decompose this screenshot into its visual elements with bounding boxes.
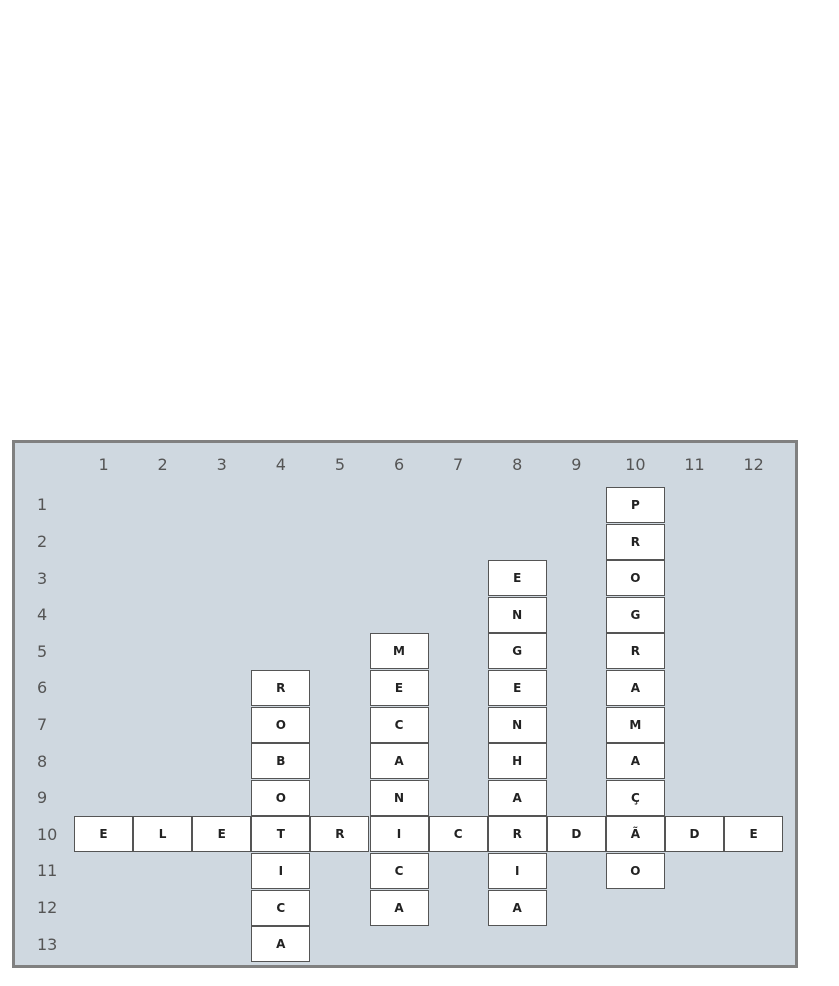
crossword-cell[interactable]: R [310,816,369,852]
crossword-cell[interactable]: A [606,743,665,779]
column-number: 11 [684,455,705,474]
crossword-cell[interactable]: R [251,670,310,706]
crossword-grid [15,443,795,965]
crossword-cell[interactable]: A [370,890,429,926]
crossword-cell[interactable]: O [606,853,665,889]
crossword-cell[interactable]: C [370,853,429,889]
column-number: 3 [216,455,227,474]
crossword-cell[interactable]: P [606,487,665,523]
crossword-cell[interactable]: E [488,560,547,596]
column-number: 7 [453,455,464,474]
crossword-cell[interactable]: G [606,597,665,633]
crossword-cell[interactable]: A [488,780,547,816]
column-number: 9 [571,455,582,474]
column-number: 1 [98,455,109,474]
crossword-cell[interactable]: A [606,670,665,706]
crossword-cell[interactable]: O [251,780,310,816]
crossword-cell[interactable]: M [606,707,665,743]
column-number: 5 [334,455,346,474]
crossword-cell[interactable]: M [370,633,429,669]
crossword-board [12,440,798,968]
crossword-cell[interactable]: C [370,707,429,743]
row-number: 10 [37,824,58,844]
row-number: 4 [37,605,48,625]
crossword-cell[interactable]: A [488,890,547,926]
crossword-cell[interactable]: H [488,743,547,779]
crossword-cell[interactable]: O [251,707,310,743]
row-number: 9 [37,788,48,808]
crossword-cell[interactable]: I [370,816,429,852]
crossword-cell[interactable]: O [606,560,665,596]
row-number: 5 [37,641,48,661]
crossword-cell[interactable]: D [547,816,606,852]
crossword-cell[interactable]: A [370,743,429,779]
crossword-cell[interactable]: T [251,816,310,852]
row-number: 8 [37,751,48,771]
crossword-cell[interactable]: I [251,853,310,889]
crossword-cell[interactable]: N [370,780,429,816]
row-number: 6 [37,678,48,698]
column-number: 10 [625,455,646,474]
crossword-cell[interactable]: Ç [606,780,665,816]
crossword-cell[interactable]: N [488,597,547,633]
crossword-cell[interactable]: E [74,816,133,852]
crossword-cell[interactable]: D [665,816,724,852]
column-number: 6 [393,455,405,474]
column-number: 4 [275,455,286,474]
crossword-cell[interactable]: E [488,670,547,706]
crossword-cell[interactable]: E [724,816,783,852]
row-number: 1 [37,495,48,515]
row-number: 7 [37,714,48,734]
crossword-cell[interactable]: E [370,670,429,706]
crossword-cell[interactable]: I [488,853,547,889]
row-number: 13 [37,934,58,954]
crossword-cell[interactable]: E [192,816,251,852]
crossword-cell[interactable]: Ã [606,816,665,852]
column-number: 2 [157,455,168,474]
crossword-cell[interactable]: B [251,743,310,779]
row-number: 11 [37,861,58,881]
column-number: 8 [512,455,523,474]
row-number: 12 [37,897,58,917]
row-number: 2 [37,531,48,551]
crossword-cell[interactable]: C [429,816,488,852]
crossword-cell[interactable]: R [606,524,665,560]
crossword-cell[interactable]: C [251,890,310,926]
crossword-cell[interactable]: R [488,816,547,852]
crossword-cell[interactable]: G [488,633,547,669]
crossword-cell[interactable]: L [133,816,192,852]
crossword-cell[interactable]: N [488,707,547,743]
crossword-cell[interactable]: A [251,926,310,962]
row-number: 3 [37,568,48,588]
crossword-cell[interactable]: R [606,633,665,669]
column-number: 12 [743,455,764,474]
